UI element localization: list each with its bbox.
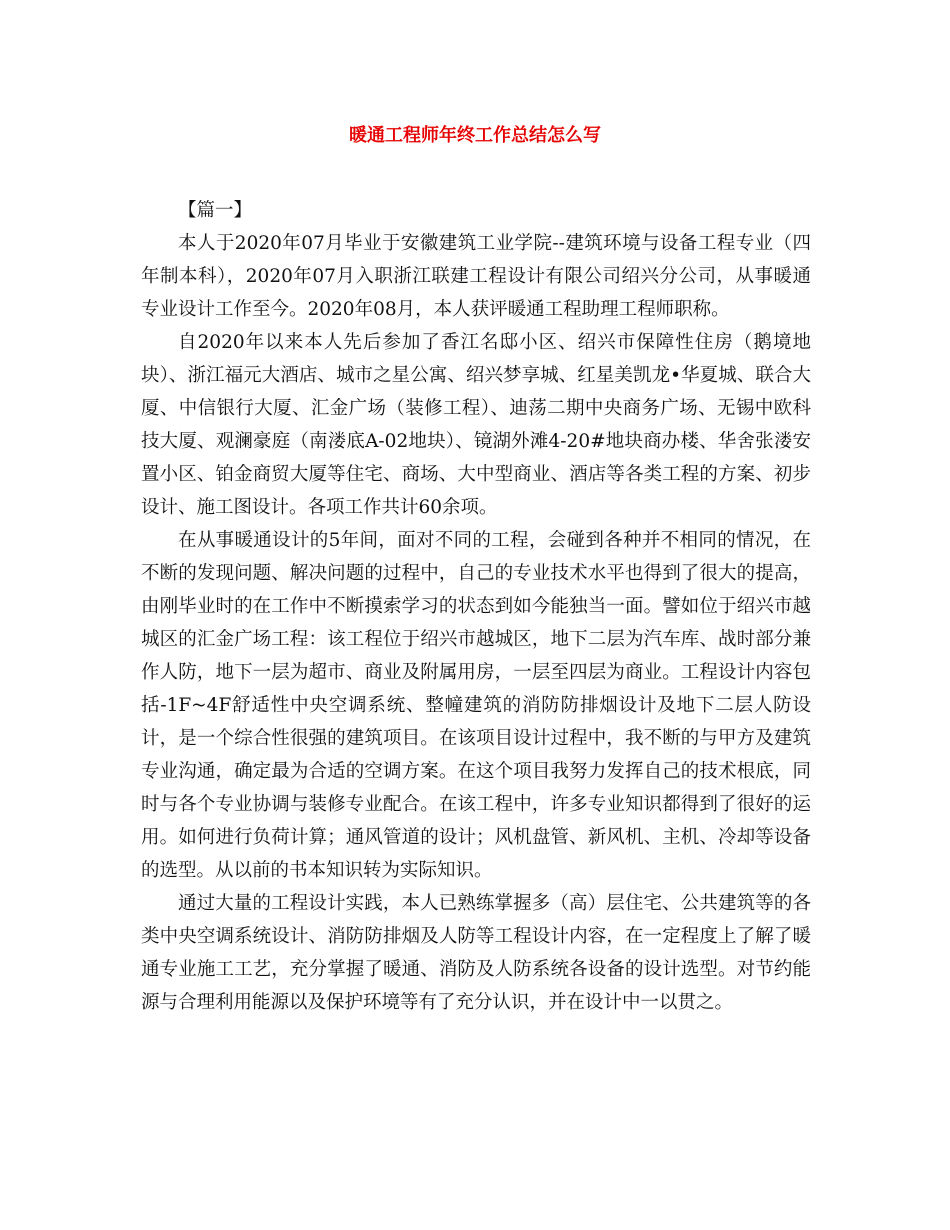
paragraph-graduation: 本人于2020年07月毕业于安徽建筑工业学院--建筑环境与设备工程专业（四年制本科），2020年07月入职浙江联建工程设计有限公司绍兴分公司，从事暖通专业设计工作至今。2020年08月，本人获评暖通工程助理工程师职称。 [141, 233, 811, 320]
document-body [141, 194, 811, 1019]
paragraph-skills: 通过大量的工程设计实践，本人已熟练掌握多（高）层住宅、公共建筑等的各类中央空调系统设计、消防防排烟及人防等工程设计内容，在一定程度上了解了暖通专业施工工艺，充分掌握了暖通、消防及人防系统各设备的设计选型。对节约能源与合理利用能源以及保护环境等有了充分认识，并在设计中一以贯之。 [141, 893, 811, 1013]
section-heading: 【篇一】 [178, 200, 253, 221]
document-title: 暖通工程师年终工作总结怎么写 [349, 125, 601, 146]
paragraph-projects: 自2020年以来本人先后参加了香江名邸小区、绍兴市保障性住房（鹅境地块）、浙江福元大酒店、城市之星公寓、绍兴梦享城、红星美凯龙•华夏城、联合大厦、中信银行大厦、汇金广场（装修工程）、迪荡二期中央商务广场、无锡中欧科技大厦、观澜豪庭（南溇底A-02地块）、镜湖外滩4-20#地块商办楼、华舍张溇安置小区、铂金商贸大厦等住宅、商场、大中型商业、酒店等各类工程的方案、初步设计、施工图设计。各项工作共计60余项。 [141, 332, 811, 518]
paragraph-experience: 在从事暖通设计的5年间，面对不同的工程，会碰到各种并不相同的情况，在不断的发现问题、解决问题的过程中，自己的专业技术水平也得到了很大的提高，由刚毕业时的在工作中不断摸索学习的状态到如今能独当一面。譬如位于绍兴市越城区的汇金广场工程：该工程位于绍兴市越城区，地下二层为汽车库、战时部分兼作人防，地下一层为超市、商业及附属用房，一层至四层为商业。工程设计内容包括-1F~4F舒适性中央空调系统、整幢建筑的消防防排烟设计及地下二层人防设计，是一个综合性很强的建筑项目。在该项目设计过程中，我不断的与甲方及建筑专业沟通，确定最为合适的空调方案。在这个项目我努力发挥自己的技术根底，同时与各个专业协调与装修专业配合。在该工程中，许多专业知识都得到了很好的运用。如何进行负荷计算；通风管道的设计；风机盘管、新风机、主机、冷却等设备的选型。从以前的书本知识转为实际知识。 [141, 530, 811, 881]
